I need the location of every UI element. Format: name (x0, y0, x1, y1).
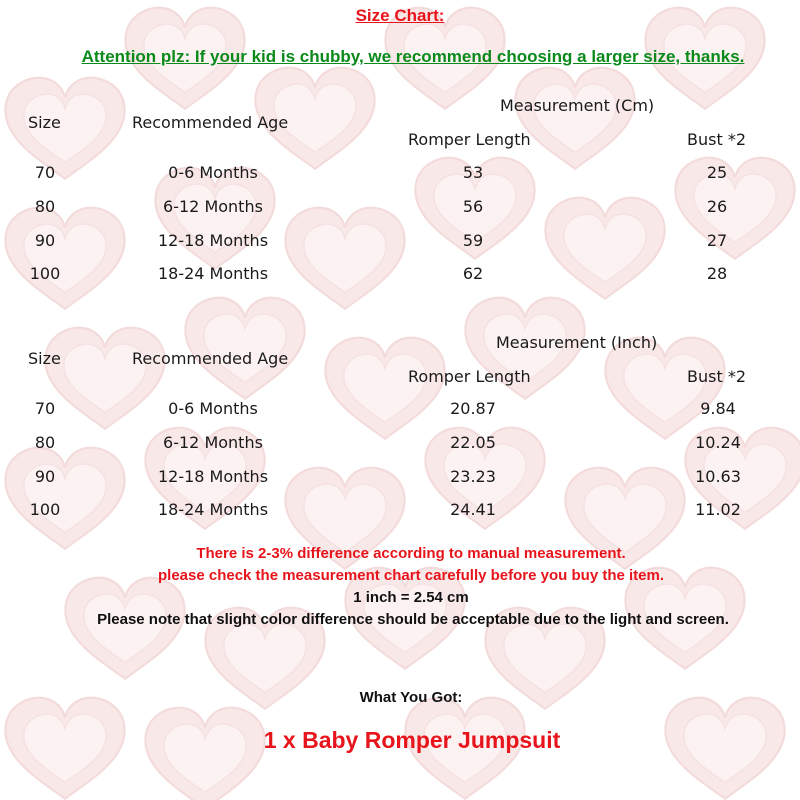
cell-age: 12-18 Months (157, 231, 269, 250)
measurement-title-cm: Measurement (Cm) (500, 96, 655, 115)
inch-conversion-note: 1 inch = 2.54 cm (353, 589, 469, 606)
cell-size: 100 (29, 500, 61, 519)
cell-romper-length: 20.87 (450, 399, 496, 418)
cell-age: 18-24 Months (157, 500, 269, 519)
cell-bust: 28 (706, 264, 728, 283)
cell-romper-length: 56 (462, 197, 484, 216)
cell-bust: 9.84 (700, 399, 736, 418)
cell-romper-length: 53 (462, 163, 484, 182)
cell-size: 80 (34, 433, 56, 452)
measurement-difference-note: There is 2-3% difference according to manual measurement. (196, 545, 626, 562)
header-recommended-age: Recommended Age (132, 113, 289, 132)
cell-size: 70 (34, 399, 56, 418)
cell-bust: 11.02 (695, 500, 741, 519)
cell-age: 6-12 Months (163, 433, 263, 452)
cell-bust: 26 (706, 197, 728, 216)
cell-romper-length: 22.05 (450, 433, 496, 452)
cell-size: 90 (34, 231, 56, 250)
cell-romper-length: 23.23 (450, 467, 496, 486)
header-recommended-age: Recommended Age (132, 349, 289, 368)
page-title: Size Chart: (355, 6, 445, 25)
header-size: Size (28, 113, 61, 132)
cell-size: 80 (34, 197, 56, 216)
cell-bust: 27 (706, 231, 728, 250)
check-chart-note: please check the measurement chart carefully before you buy the item. (157, 567, 664, 584)
cell-size: 70 (34, 163, 56, 182)
header-bust: Bust *2 (687, 367, 746, 386)
cell-romper-length: 59 (462, 231, 484, 250)
cell-bust: 10.24 (695, 433, 741, 452)
header-bust: Bust *2 (687, 130, 746, 149)
what-you-got-label: What You Got: (359, 689, 463, 706)
header-romper-length: Romper Length (408, 367, 531, 386)
cell-age: 0-6 Months (168, 399, 258, 418)
cell-bust: 25 (706, 163, 728, 182)
measurement-title-inch: Measurement (Inch) (496, 333, 658, 352)
cell-age: 12-18 Months (157, 467, 269, 486)
color-difference-note: Please note that slight color difference should be acceptable due to the light and screen. (97, 611, 729, 628)
cell-size: 100 (29, 264, 61, 283)
cell-bust: 10.63 (695, 467, 741, 486)
header-romper-length: Romper Length (408, 130, 531, 149)
cell-age: 0-6 Months (168, 163, 258, 182)
package-item: 1 x Baby Romper Jumpsuit (263, 727, 561, 753)
attention-note: Attention plz: If your kid is chubby, we recommend choosing a larger size, thanks. (81, 47, 745, 66)
header-size: Size (28, 349, 61, 368)
cell-romper-length: 24.41 (450, 500, 496, 519)
cell-age: 6-12 Months (163, 197, 263, 216)
cell-age: 18-24 Months (157, 264, 269, 283)
cell-size: 90 (34, 467, 56, 486)
cell-romper-length: 62 (462, 264, 484, 283)
